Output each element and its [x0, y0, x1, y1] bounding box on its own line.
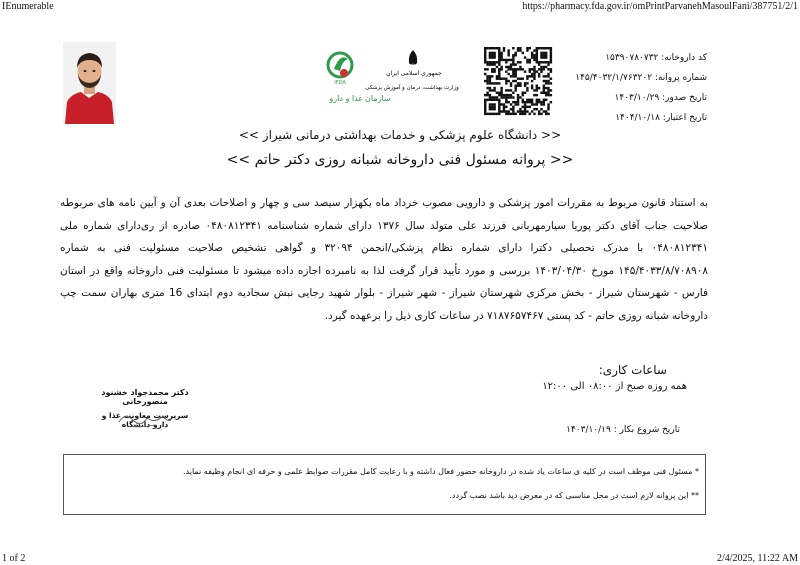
logo-group — [320, 45, 459, 115]
note-1: * مسئول فنی موظف است در کلیه ی ساعات یاد شده در داروخانه حضور فعال داشته و با رعایت کامل مقررات ضوابط علمی و حرفه ای انجام وظیفه نماید. — [182, 467, 699, 476]
print-datetime: 2/4/2025, 11:22 AM — [716, 553, 798, 564]
license-title: << پروانه مسئول فنی داروخانه شبانه روزی دکتر حاتم >> — [226, 152, 574, 168]
svg-text:IFDA: IFDA — [334, 80, 346, 86]
signatory-name: دکتر محمدجواد خشنود منصورخانی — [101, 388, 189, 406]
qr-code — [484, 47, 552, 115]
page-title: IEnumerable — [2, 1, 54, 12]
working-hours-label: ساعات کاری: — [598, 363, 667, 377]
fda-logo — [328, 53, 352, 86]
signatory-title: سرپرست معاونت غذا و دارو دانشگاه — [101, 411, 189, 429]
tracking-code: کد داروخانه: ۱۵۳۹۰۷۸۰۷۳۲ — [605, 53, 707, 63]
signature-block — [95, 388, 195, 433]
working-hours-value: همه روزه صبح از ۰۸:۰۰ الی ۱۲:۰۰ — [542, 381, 687, 392]
page-number: 1 of 2 — [2, 553, 26, 564]
university-heading: << دانشگاه علوم پزشکی و خدمات بهداشتی درمانی شیراز >> — [238, 128, 562, 142]
iran-emblem — [409, 50, 417, 65]
signature-scribble — [115, 410, 175, 430]
fda-text: سازمان غذا و دارو — [329, 94, 391, 103]
ministry-text: وزارت بهداشت، درمان و آموزش پزشکی — [365, 85, 459, 91]
expiry-date: تاریخ اعتبار: ۱۴۰۴/۱۰/۱۸ — [615, 113, 707, 123]
republic-text: جمهوری اسلامی ایران — [386, 70, 442, 77]
notes-box — [63, 454, 706, 515]
issue-date: تاریخ صدور: ۱۴۰۳/۱۰/۲۹ — [614, 93, 707, 103]
page-url: https://pharmacy.fda.gov.ir/omPrintParvanehMasoulFani/387751/2/1 — [522, 1, 798, 12]
browser-print-footer — [0, 551, 800, 565]
holder-photo — [63, 42, 116, 124]
start-date: تاریخ شروع بکار : ۱۴۰۳/۱۰/۱۹ — [566, 425, 680, 435]
license-number: شماره پروانه: ۱۴۵/۴۰۳۲/۱/۷۶۳۲۰۲ — [575, 73, 707, 83]
note-2: ** این پروانه لازم است در محل مناسبی که در معرض دید باشد نصب گردد. — [449, 491, 699, 500]
license-meta — [562, 48, 707, 128]
license-body: به استناد قانون مربوط به مقررات امور پزشکی و دارویی مصوب خرداد ماه یکهزار سیصد سی و چهار و اصلاحات بعدی آن و آیین نامه های مربوطه صلاحیت جناب آقای دکتر پوریا سیارمهربانی فرزند علی متولد سال ۱۳۷۶ دارای شماره شناسنامه ۰۴۸۰۸۱۲۳۴۱ صادره از ری‌دارای شماره ملی ۰۴۸۰۸۱۲۳۴۱ با مدرک تحصیلی دکترا دارای شماره نظام پزشکی/انجمن ۳۲۰۹۴ و گواهی تشخیص صلاحیت مسئولیت فنی به شماره ۱۴۵/۴۰۳۳/۸/۷۰۸۹۰۸ مورخ ۱۴۰۳/۰۴/۳۰ بررسی و مورد تأیید قرار گرفت لذا به نامبرده اجازه داده میشود تا مسئولیت فنی داروخانه واقع در استان فارس - شهرستان شیراز - بخش مرکزی شهرستان شیراز - شهر شیراز - بلوار شهید رجایی نبش سجادیه دوم ابتدای 16 متری بهاران سمت چپ داروخانه شبانه روزی حاتم - کد پستی ۷۱۸۷۶۵۷۴۶۷ در ساعات کاری ذیل را برعهده گیرد. — [60, 197, 709, 322]
browser-print-header — [0, 0, 800, 14]
